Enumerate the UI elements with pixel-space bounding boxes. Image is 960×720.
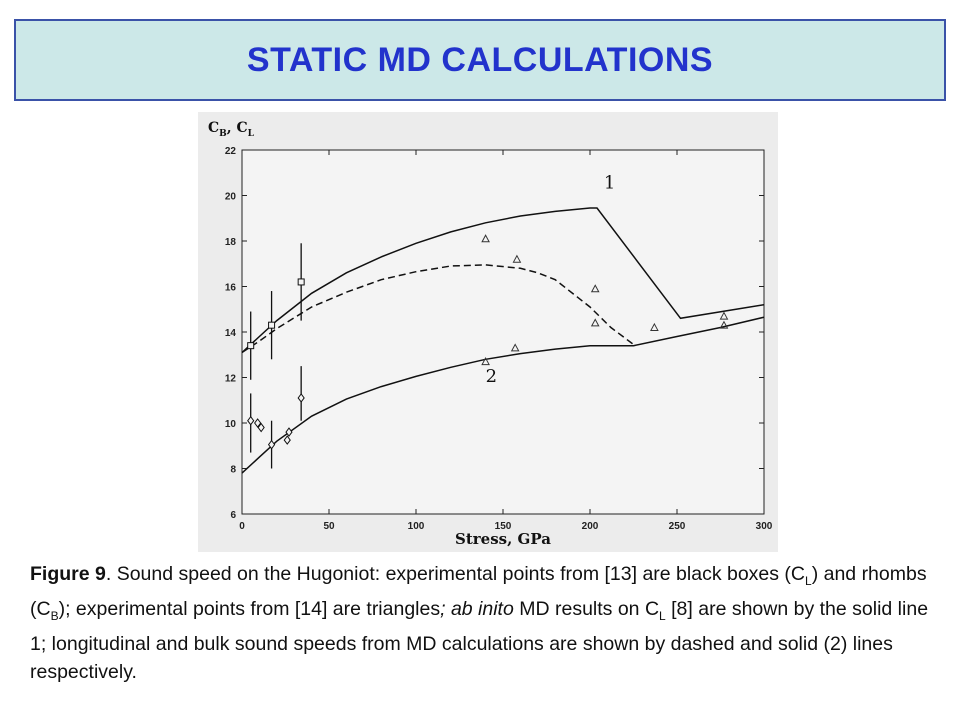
y-tick-label: 10	[224, 419, 236, 430]
y-tick-label: 14	[224, 328, 236, 339]
caption-figure-label: Figure 9	[30, 563, 106, 585]
x-tick-label: 50	[323, 521, 335, 532]
y-tick-label: 18	[224, 237, 236, 248]
x-tick-label: 150	[494, 521, 512, 532]
y-tick-label: 12	[224, 373, 236, 385]
y-axis-label: $C_B$, $C_L$	[208, 120, 254, 139]
caption-text-5: MD results on C	[513, 597, 660, 620]
series-annotation: 1	[603, 172, 616, 194]
x-tick-label: 100	[407, 521, 425, 532]
x-tick-label: 200	[581, 521, 599, 532]
x-tick-label: 250	[668, 521, 686, 532]
caption-text-2: ) and rhombs (C	[30, 563, 927, 620]
caption-sub-1: L	[805, 573, 812, 588]
plot-area	[242, 150, 764, 514]
x-axis-label: Stress, GPa	[455, 530, 551, 548]
caption-text-1: . Sound speed on the Hugoniot: experimental points from [13] are black boxes (C	[105, 563, 806, 585]
y-tick-label: 8	[230, 464, 236, 476]
title-banner	[14, 19, 946, 101]
box-marker	[269, 322, 275, 328]
x-tick-label: 0	[239, 521, 245, 532]
caption-sub-3: L	[659, 608, 666, 623]
caption-text-3: ); experimental points from [14] are triangles	[58, 597, 441, 620]
x-tick-label: 300	[755, 521, 773, 532]
box-marker	[248, 343, 254, 349]
caption-sub-2: B	[50, 608, 59, 623]
chart-svg	[198, 112, 778, 552]
chart	[198, 112, 778, 552]
box-marker	[298, 279, 304, 285]
page-title: STATIC MD CALCULATIONS	[246, 40, 714, 79]
series-annotation: 2	[485, 366, 498, 388]
y-tick-label: 22	[224, 146, 236, 157]
caption-text-6: [8] are shown by the solid line 1; longitudinal and bulk sound speeds from MD calculations are shown by dashed and solid (2) lines respectively.	[30, 597, 929, 683]
caption-text-4: ; ab inito	[440, 597, 514, 620]
y-tick-label: 6	[230, 510, 236, 521]
y-tick-label: 16	[224, 282, 236, 294]
figure-caption	[30, 560, 935, 686]
y-tick-label: 20	[224, 191, 236, 203]
